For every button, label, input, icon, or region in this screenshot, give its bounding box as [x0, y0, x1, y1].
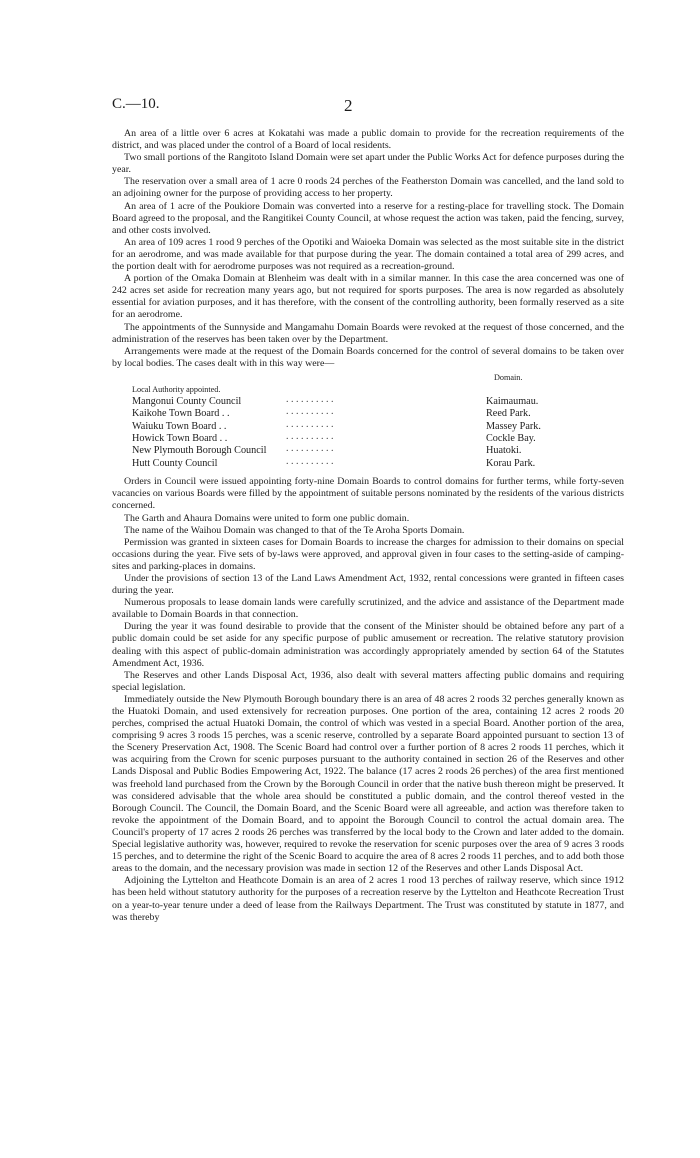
column-header-domain: Domain.	[494, 372, 523, 382]
paragraph: The reservation over a small area of 1 acre 0 roods 24 perches of the Featherston Domain was cancelled, and the land sold to an adjoining owner for the purpose of providing access to her property.	[112, 176, 624, 200]
paragraph: An area of 1 acre of the Poukiore Domain was converted into a reserve for a resting-place for travelling stock. The Domain Board agreed to the proposal, and the Rangitikei County Council, at whose request the action was taken, paid the fencing, survey, and other costs involved.	[112, 200, 624, 236]
leader-dots: . . . . . . . . . .	[286, 443, 334, 455]
paragraph: Two small portions of the Rangitoto Island Domain were set apart under the Public Works Act for defence purposes during the year.	[112, 152, 624, 176]
document-body	[112, 128, 624, 924]
paragraph: Orders in Council were issued appointing forty-nine Domain Boards to control domains for further terms, while forty-seven vacancies on various Boards were filled by the appointment of suitable persons nominated by the residents of the various districts concerned.	[112, 476, 625, 512]
domain-cell: Reed Park.	[486, 408, 531, 420]
paragraph: The name of the Waihou Domain was changed to that of the Te Aroha Sports Domain.	[124, 524, 465, 536]
domain-cell: Kaimaumau.	[486, 395, 539, 407]
domain-transfer-table	[112, 372, 624, 470]
paragraph: Immediately outside the New Plymouth Borough boundary there is an area of 48 acres 2 roods 32 perches generally known as the Huatoki Domain, and used extensively for recreation purposes. One portion of the area, containing 12 acres 2 roods 20 perches, comprised the actual Huatoki Domain, the control of which was vested in a special Board. Another portion of the area, comprising 9 acres 3 roods 15 perches, was a scenic reserve, controlled by a separate Board appointed pursuant to section 13 of the Scenery Preservation Act, 1908. The Scenic Board had control over a further portion of 8 acres 2 roods 11 perches, which it was acquiring from the Crown for scenic purposes pursuant to the authority contained in section 26 of the Reserves and other Lands Disposal and Public Bodies Empowering Act, 1922. The balance (17 acres 2 roods 26 perches) of the area first mentioned was freehold land purchased from the Crown by the Borough Council in order that the native bush thereon might be preserved. It was considered advisable that the whole area should be constituted a public domain, and the control thereof vested in the Borough Council. The Council, the Domain Board, and the Scenic Board were all agreeable, and action was therefore taken to revoke the appointment of the Domain Board, and to appoint the Borough Council to control the actual domain area. The Council's property of 17 acres 2 roods 26 perches was transferred by the local body to the Crown and later added to the domain. Special legislative authority was, however, required to revoke the reservation for scenic purposes over the area of 9 acres 3 roods 15 perches, and to determine the right of the Scenic Board to acquire the area of 8 acres 2 roods 11 perches, and to add both those areas to the domain, and the necessary provision was made in section 12 of the Reserves and other Lands Disposal Act.	[112, 693, 624, 875]
paragraph: The Garth and Ahaura Domains were united to form one public domain.	[124, 512, 410, 524]
paragraph: Adjoining the Lyttelton and Heathcote Domain is an area of 2 acres 1 rood 13 perches of railway reserve, which since 1912 has been held without statutory authority for the purposes of a recreation reserve by the Lyttelton and Heathcote Recreation Trust on a year-to-year tenure under a deed of lease from the Railways Department. The Trust was constituted by statute in 1877, and was thereby	[112, 875, 624, 923]
domain-cell: Massey Park.	[486, 420, 541, 432]
table-row	[112, 455, 624, 470]
domain-cell: Huatoki.	[486, 445, 522, 457]
table-row	[112, 418, 624, 433]
paragraph: Under the provisions of section 13 of the Land Laws Amendment Act, 1932, rental concessions were granted in fifteen cases during the year.	[112, 572, 624, 597]
paragraph: Permission was granted in sixteen cases for Domain Boards to increase the charges for admission to their domains on special occasions during the year. Five sets of by-laws were approved, and approval given in four cases to the setting-aside of camping-sites and parking-places in domains.	[112, 536, 624, 572]
document-page	[112, 96, 624, 924]
paragraph: An area of 109 acres 1 rood 9 perches of the Opotiki and Waioeka Domain was selected as the most suitable site in the district for an aerodrome, and was made available for that purpose during the year. The domain contained a total area of 299 acres, and the portion dealt with for aerodrome purposes was not required as a recreation-ground.	[112, 236, 624, 273]
table-row	[112, 433, 624, 445]
table-row	[112, 408, 624, 420]
table-row	[112, 393, 624, 408]
authority-cell: Waiuku Town Board . .	[132, 420, 227, 432]
authority-cell: Hutt County Council	[132, 457, 218, 469]
leader-dots: . . . . . . . . . .	[286, 455, 334, 467]
leader-dots: . . . . . . . . . .	[286, 393, 334, 405]
domain-cell: Korau Park.	[486, 457, 536, 469]
paragraph: The appointments of the Sunnyside and Mangamahu Domain Boards were revoked at the request of those concerned, and the administration of the reserves has been taken over by the Department.	[112, 321, 624, 345]
paragraph: Numerous proposals to lease domain lands were carefully scrutinized, and the advice and assistance of the Department made available to Domain Boards in that connection.	[112, 597, 624, 621]
paragraph: An area of a little over 6 acres at Kokatahi was made a public domain to provide for the recreation requirements of the district, and was placed under the control of a Board of local residents.	[112, 128, 624, 152]
paragraph: A portion of the Omaka Domain at Blenheim was dealt with in a similar manner. In this case the area concerned was one of 242 acres set aside for recreation many years ago, but not required for sports purposes. The area is now regarded as absolutely essential for aviation purposes, and it has therefore, with the consent of the controlling authority, been formally reserved as a site for an aerodrome.	[112, 273, 624, 321]
document-code: C.—10.	[112, 96, 160, 112]
page-number: 2	[344, 96, 353, 115]
paragraph: During the year it was found desirable to provide that the consent of the Minister should be obtained before any part of a public domain could be set aside for any specific purpose of public amusement or recreation. The relative statutory provision dealing with this aspect of public-domain administration was accordingly appropriately amended by section 64 of the Statutes Amendment Act, 1936.	[112, 621, 624, 669]
page-header	[112, 96, 624, 122]
authority-cell: Kaikohe Town Board . .	[132, 408, 230, 420]
domain-cell: Cockle Bay.	[486, 433, 536, 445]
leader-dots: . . . . . . . . . .	[286, 406, 334, 418]
column-header-authority: Local Authority appointed.	[132, 384, 221, 394]
leader-dots: . . . . . . . . . .	[286, 418, 334, 430]
leader-dots: . . . . . . . . . .	[286, 431, 334, 443]
table-row	[112, 445, 624, 457]
authority-cell: New Plymouth Borough Council	[132, 445, 267, 457]
table-header	[112, 372, 624, 396]
authority-cell: Howick Town Board . .	[132, 433, 228, 445]
paragraph: Arrangements were made at the request of the Domain Boards concerned for the control of several domains to be taken over by local bodies. The cases dealt with in this way were—	[112, 345, 624, 369]
paragraph: The Reserves and other Lands Disposal Act, 1936, also dealt with several matters affecting public domains and requiring special legislation.	[112, 669, 624, 693]
authority-cell: Mangonui County Council	[132, 395, 242, 407]
